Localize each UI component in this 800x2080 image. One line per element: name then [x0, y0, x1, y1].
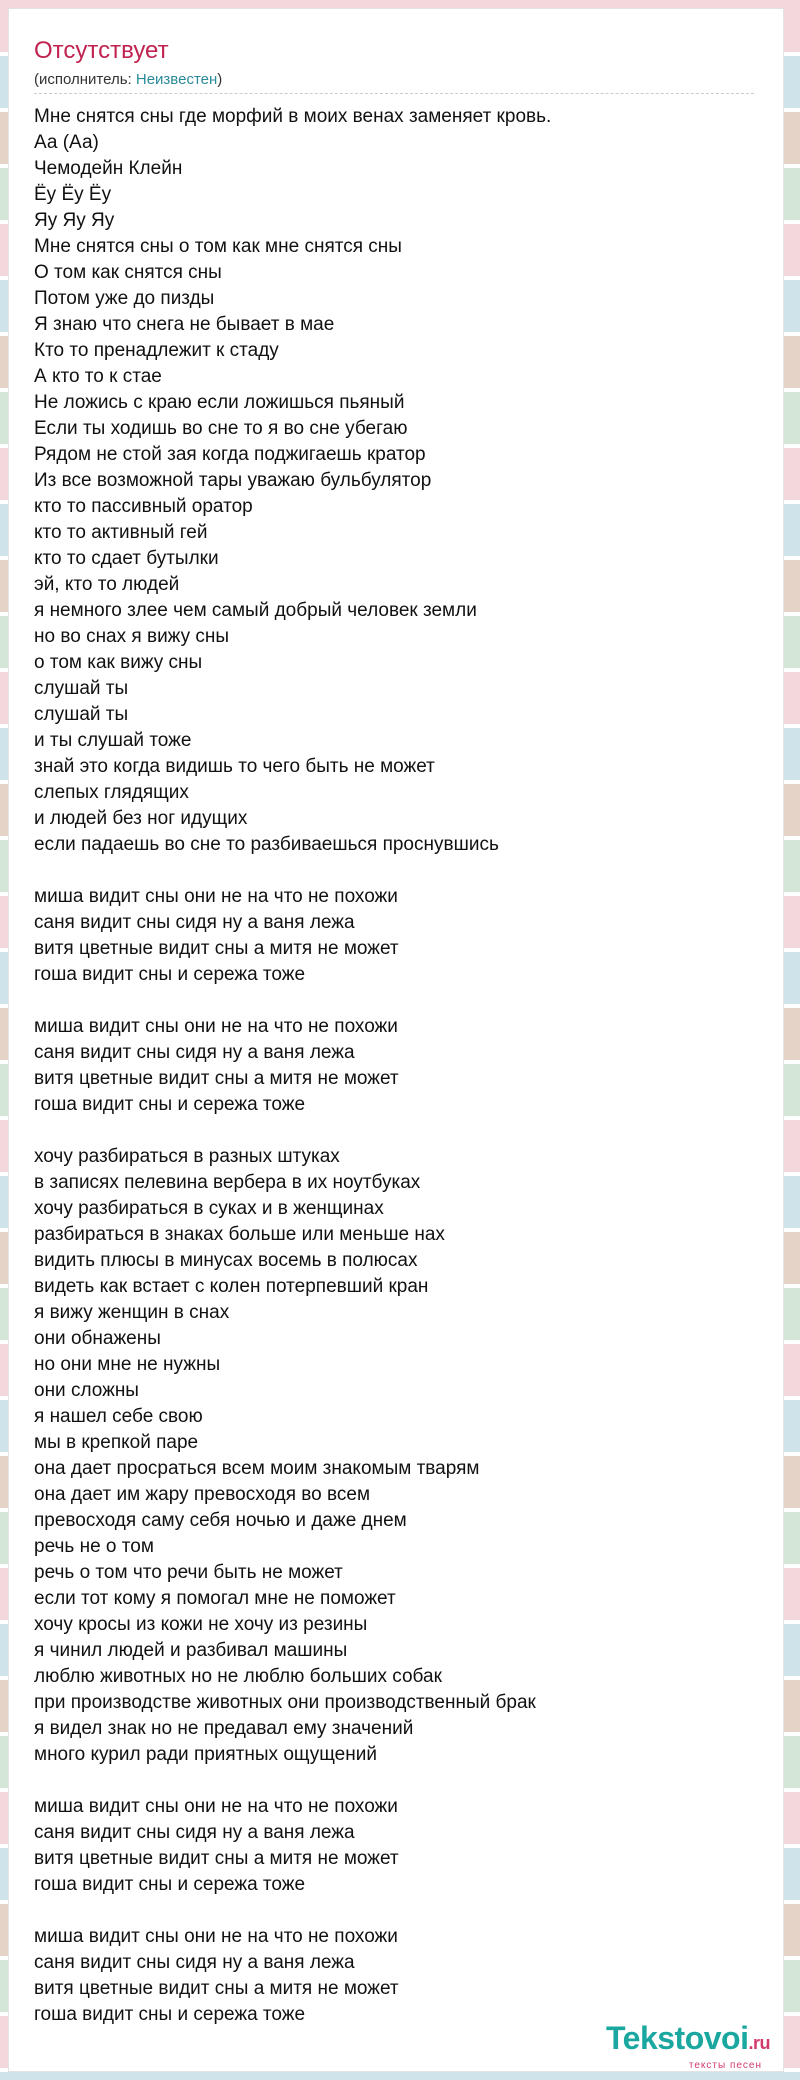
lyric-line: слушай ты: [34, 678, 129, 699]
lyric-line: кто то пассивный оратор: [34, 496, 253, 517]
lyric-line: мы в крепкой паре: [34, 1432, 199, 1453]
lyric-line: саня видит сны сидя ну а ваня лежа: [34, 912, 355, 933]
lyric-line: Рядом не стой зая когда поджигаешь кратор: [34, 444, 426, 465]
artist-link[interactable]: Неизвестен: [135, 71, 218, 88]
lyric-line: много курил ради приятных ощущений: [34, 1744, 377, 1765]
lyric-line: Потом уже до пизды: [34, 288, 215, 309]
lyric-line: гоша видит сны и сережа тоже: [34, 964, 306, 985]
lyric-line: она дает им жару превосходя во всем: [34, 1484, 371, 1505]
lyric-line: витя цветные видит сны а митя не может: [34, 1068, 399, 1089]
lyric-line: речь о том что речи быть не может: [34, 1562, 343, 1583]
logo-domain: .ru: [748, 2033, 770, 2053]
lyric-line: разбираться в знаках больше или меньше нах: [34, 1224, 445, 1245]
lyric-line: она дает просраться всем моим знакомым тварям: [34, 1458, 480, 1479]
lyric-line: я видел знак но не предавал ему значений: [34, 1718, 414, 1739]
lyric-line: Не ложись с краю если ложишься пьяный: [34, 392, 405, 413]
lyric-line: саня видит сны сидя ну а ваня лежа: [34, 1042, 355, 1063]
artist-suffix: ): [217, 71, 223, 88]
lyric-line: саня видит сны сидя ну а ваня лежа: [34, 1952, 355, 1973]
lyric-line: если падаешь во сне то разбиваешься проснувшись: [34, 834, 499, 855]
lyric-line: хочу кросы из кожи не хочу из резины: [34, 1614, 368, 1635]
lyric-line: видеть как встает с колен потерпевший кран: [34, 1276, 429, 1297]
logo-name: Tekstovoi: [605, 2020, 749, 2056]
lyric-line: Ёу Ёу Ёу: [34, 184, 112, 205]
lyric-line: Мне снятся сны о том как мне снятся сны: [34, 236, 402, 257]
lyric-line: миша видит сны они не на что не похожи: [34, 886, 398, 907]
lyric-line: Чемодейн Клейн: [34, 158, 183, 179]
lyric-line: О том как снятся сны: [34, 262, 222, 283]
lyric-line: кто то сдает бутылки: [34, 548, 219, 569]
lyric-line: но они мне не нужны: [34, 1354, 221, 1375]
lyric-line: они сложны: [34, 1380, 139, 1401]
lyric-line: гоша видит сны и сережа тоже: [34, 2004, 306, 2025]
lyric-line: Если ты ходишь во сне то я во сне убегаю: [34, 418, 408, 439]
artist-line: [34, 70, 222, 90]
lyric-line: я немного злее чем самый добрый человек земли: [34, 600, 477, 621]
lyric-line: и людей без ног идущих: [34, 808, 248, 829]
lyric-line: гоша видит сны и сережа тоже: [34, 1874, 306, 1895]
lyric-line: люблю животных но не люблю больших собак: [34, 1666, 442, 1687]
lyric-line: кто то активный гей: [34, 522, 208, 543]
lyric-line: слепых глядящих: [34, 782, 189, 803]
lyric-line: в записях пелевина вербера в их ноутбуках: [34, 1172, 421, 1193]
lyric-line: Аа (Аа): [34, 132, 99, 153]
lyric-line: если тот кому я помогал мне не поможет: [34, 1588, 396, 1609]
lyric-line: Яу Яу Яу: [34, 210, 115, 231]
lyric-line: видить плюсы в минусах восемь в полюсах: [34, 1250, 418, 1271]
lyric-line: и ты слушай тоже: [34, 730, 192, 751]
lyric-line: миша видит сны они не на что не похожи: [34, 1926, 398, 1947]
lyric-blank-line: [34, 1768, 774, 1794]
lyric-line: эй, кто то людей: [34, 574, 180, 595]
lyrics-text: [34, 104, 774, 2028]
logo-tagline: тексты песен: [688, 2060, 762, 2071]
lyric-line: речь не о том: [34, 1536, 154, 1557]
lyric-line: о том как вижу сны: [34, 652, 203, 673]
site-logo[interactable]: [606, 2021, 770, 2072]
song-title: Отсутствует: [34, 37, 169, 64]
lyric-line: хочу разбираться в разных штуках: [34, 1146, 340, 1167]
lyric-blank-line: [34, 1118, 774, 1144]
lyric-line: я чинил людей и разбивал машины: [34, 1640, 348, 1661]
lyric-line: я вижу женщин в снах: [34, 1302, 230, 1323]
lyric-line: А кто то к стае: [34, 366, 162, 387]
lyric-line: Мне снятся сны где морфий в моих венах заменяет кровь.: [34, 106, 552, 127]
lyric-line: миша видит сны они не на что не похожи: [34, 1016, 398, 1037]
lyric-line: при производстве животных они производственный брак: [34, 1692, 536, 1713]
lyric-line: Из все возможной тары уважаю бульбулятор: [34, 470, 432, 491]
lyric-line: я нашел себе свою: [34, 1406, 203, 1427]
lyric-line: они обнажены: [34, 1328, 161, 1349]
lyric-line: знай это когда видишь то чего быть не может: [34, 756, 435, 777]
lyric-line: Кто то пренадлежит к стаду: [34, 340, 279, 361]
lyric-line: витя цветные видит сны а митя не может: [34, 938, 399, 959]
lyric-line: слушай ты: [34, 704, 129, 725]
lyric-line: хочу разбираться в суках и в женщинах: [34, 1198, 384, 1219]
lyric-line: саня видит сны сидя ну а ваня лежа: [34, 1822, 355, 1843]
lyric-line: гоша видит сны и сережа тоже: [34, 1094, 306, 1115]
lyric-line: но во снах я вижу сны: [34, 626, 230, 647]
lyric-line: витя цветные видит сны а митя не может: [34, 1848, 399, 1869]
lyric-line: превосходя саму себя ночью и даже днем: [34, 1510, 407, 1531]
lyric-line: витя цветные видит сны а митя не может: [34, 1978, 399, 1999]
lyric-line: Я знаю что снега не бывает в мае: [34, 314, 335, 335]
lyric-blank-line: [34, 1898, 774, 1924]
lyric-blank-line: [34, 858, 774, 884]
lyric-line: миша видит сны они не на что не похожи: [34, 1796, 398, 1817]
lyric-blank-line: [34, 988, 774, 1014]
title-divider: [34, 93, 754, 94]
logo-wordmark: [606, 2021, 770, 2060]
artist-prefix: (исполнитель:: [34, 71, 136, 88]
